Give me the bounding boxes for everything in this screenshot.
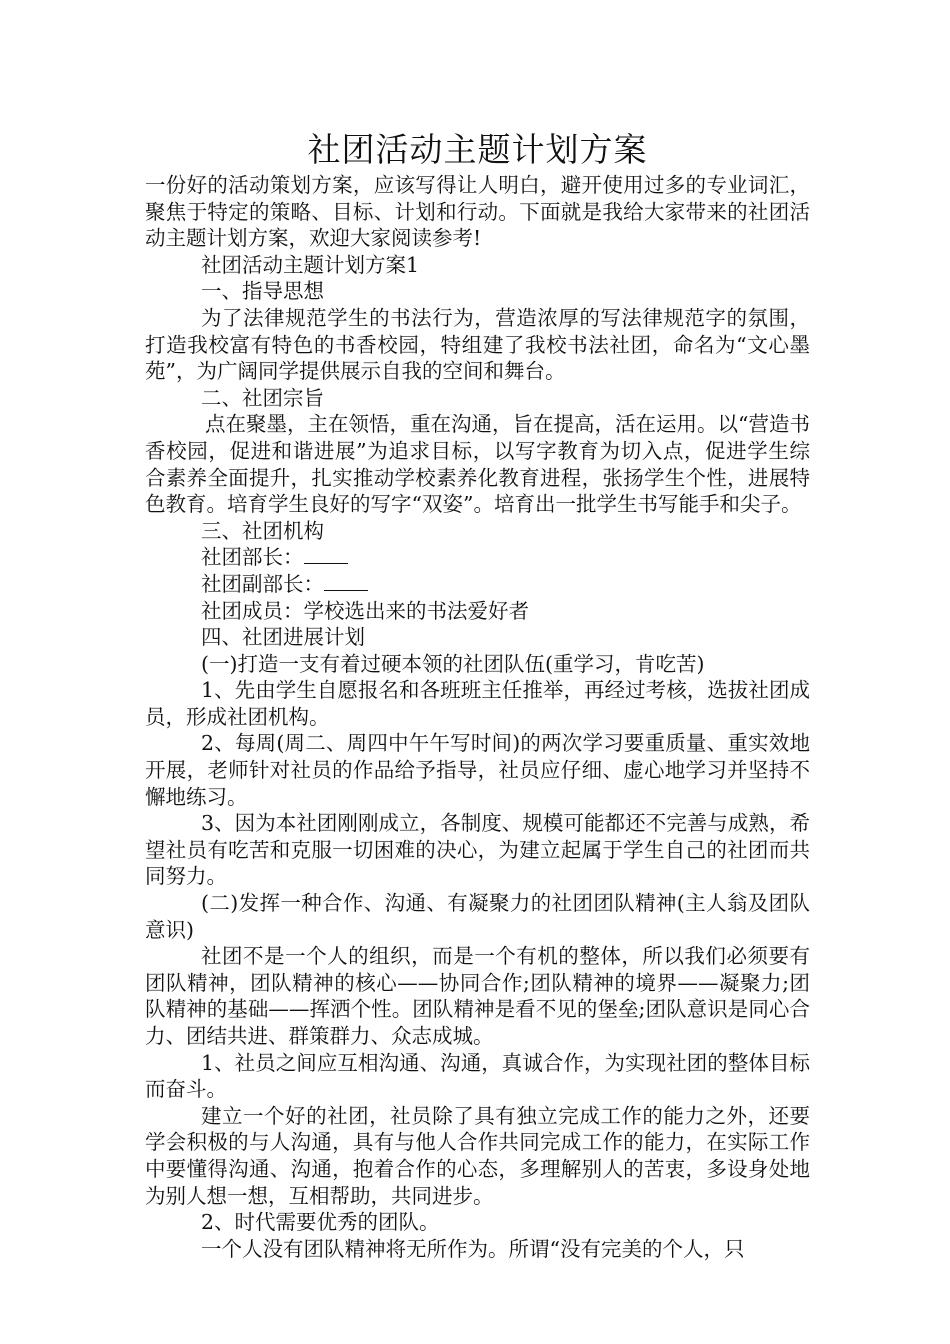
member-line-members: 社团成员：学校选出来的书法爱好者	[201, 598, 529, 623]
subsection-heading: (二)发挥一种合作、沟通、有凝聚力的社团团队精神(主人翁及团队意识)	[145, 891, 810, 942]
deputy-label: 社团副部长：	[201, 571, 324, 596]
list-item: 3、因为本社团刚刚成立，各制度、规模可能都还不完善与成熟，希望社员有吃苦和克服一切困难的决心，为建立起属于学生自己的社团而共同努力。	[145, 811, 810, 889]
member-line-director	[145, 544, 810, 571]
body-paragraph: 点在聚墨，主在领悟，重在沟通，旨在提高，活在运用。以“营造书香校园，促进和谐进展”为追求目标，以写字教育为切入点，促进学生综合素养全面提升，扎实推动学校素养化教育进程，张扬学生个性，进展特色教育。培育学生良好的写字“双姿”。培育出一批学生书写能手和尖子。	[145, 412, 810, 517]
list-item: 1、先由学生自愿报名和各班班主任推举，再经过考核，选拔社团成员，形成社团机构。	[145, 678, 810, 729]
body-paragraph: 建立一个好的社团，社员除了具有独立完成工作的能力之外，还要学会积极的与人沟通，具有与他人合作共同完成工作的能力，在实际工作中要懂得沟通、沟通，抱着合作的心态，多理解别人的苦衷，多设身处地为别人想一想，互相帮助，共同进步。	[145, 1103, 810, 1208]
intro-paragraph: 一份好的活动策划方案，应该写得让人明白，避开使用过多的专业词汇，聚焦于特定的策略、目标、计划和行动。下面就是我给大家带来的社团活动主题计划方案，欢迎大家阅读参考!	[145, 173, 810, 251]
section-heading-purpose: 二、社团宗旨	[201, 385, 324, 410]
document-page	[145, 128, 810, 1262]
section-heading-guiding-thought: 一、指导思想	[201, 279, 324, 304]
list-item: 2、每周(周二、周四中午午写时间)的两次学习要重质量、重实效地开展，老师针对社员的作品给予指导，社员应仔细、虚心地学习并坚持不懈地练习。	[145, 731, 810, 809]
list-item: 2、时代需要优秀的团队。	[201, 1210, 440, 1235]
section-heading-organization: 三、社团机构	[201, 518, 324, 543]
body-paragraph: 社团不是一个人的组织，而是一个有机的整体，所以我们必须要有团队精神，团队精神的核心——协同合作;团队精神的境界——凝聚力;团队精神的基础——挥洒个性。团队精神是看不见的堡垒;团队意识是同心合力、团结共进、群策群力、众志成城。	[145, 944, 810, 1048]
plan-subtitle: 社团活动主题计划方案1	[201, 252, 420, 277]
director-label: 社团部长：	[201, 545, 304, 570]
subsection-heading: (一)打造一支有着过硬本领的社团队伍(重学习，肯吃苦)	[201, 651, 705, 676]
blank-line	[324, 572, 368, 591]
section-heading-plan: 四、社团进展计划	[201, 625, 365, 650]
blank-line	[304, 545, 348, 564]
list-item: 1、社员之间应互相沟通、沟通，真诚合作，为实现社团的整体目标而奋斗。	[145, 1050, 810, 1102]
body-paragraph: 一个人没有团队精神将无所作为。所谓“没有完美的个人，只	[201, 1236, 745, 1261]
member-line-deputy	[145, 571, 810, 598]
document-title: 社团活动主题计划方案	[307, 130, 648, 169]
body-paragraph: 为了法律规范学生的书法行为，营造浓厚的写法律规范字的氛围，打造我校富有特色的书香校园，特组建了我校书法社团，命名为“文心墨苑”，为广阔同学提供展示自我的空间和舞台。	[145, 305, 810, 384]
